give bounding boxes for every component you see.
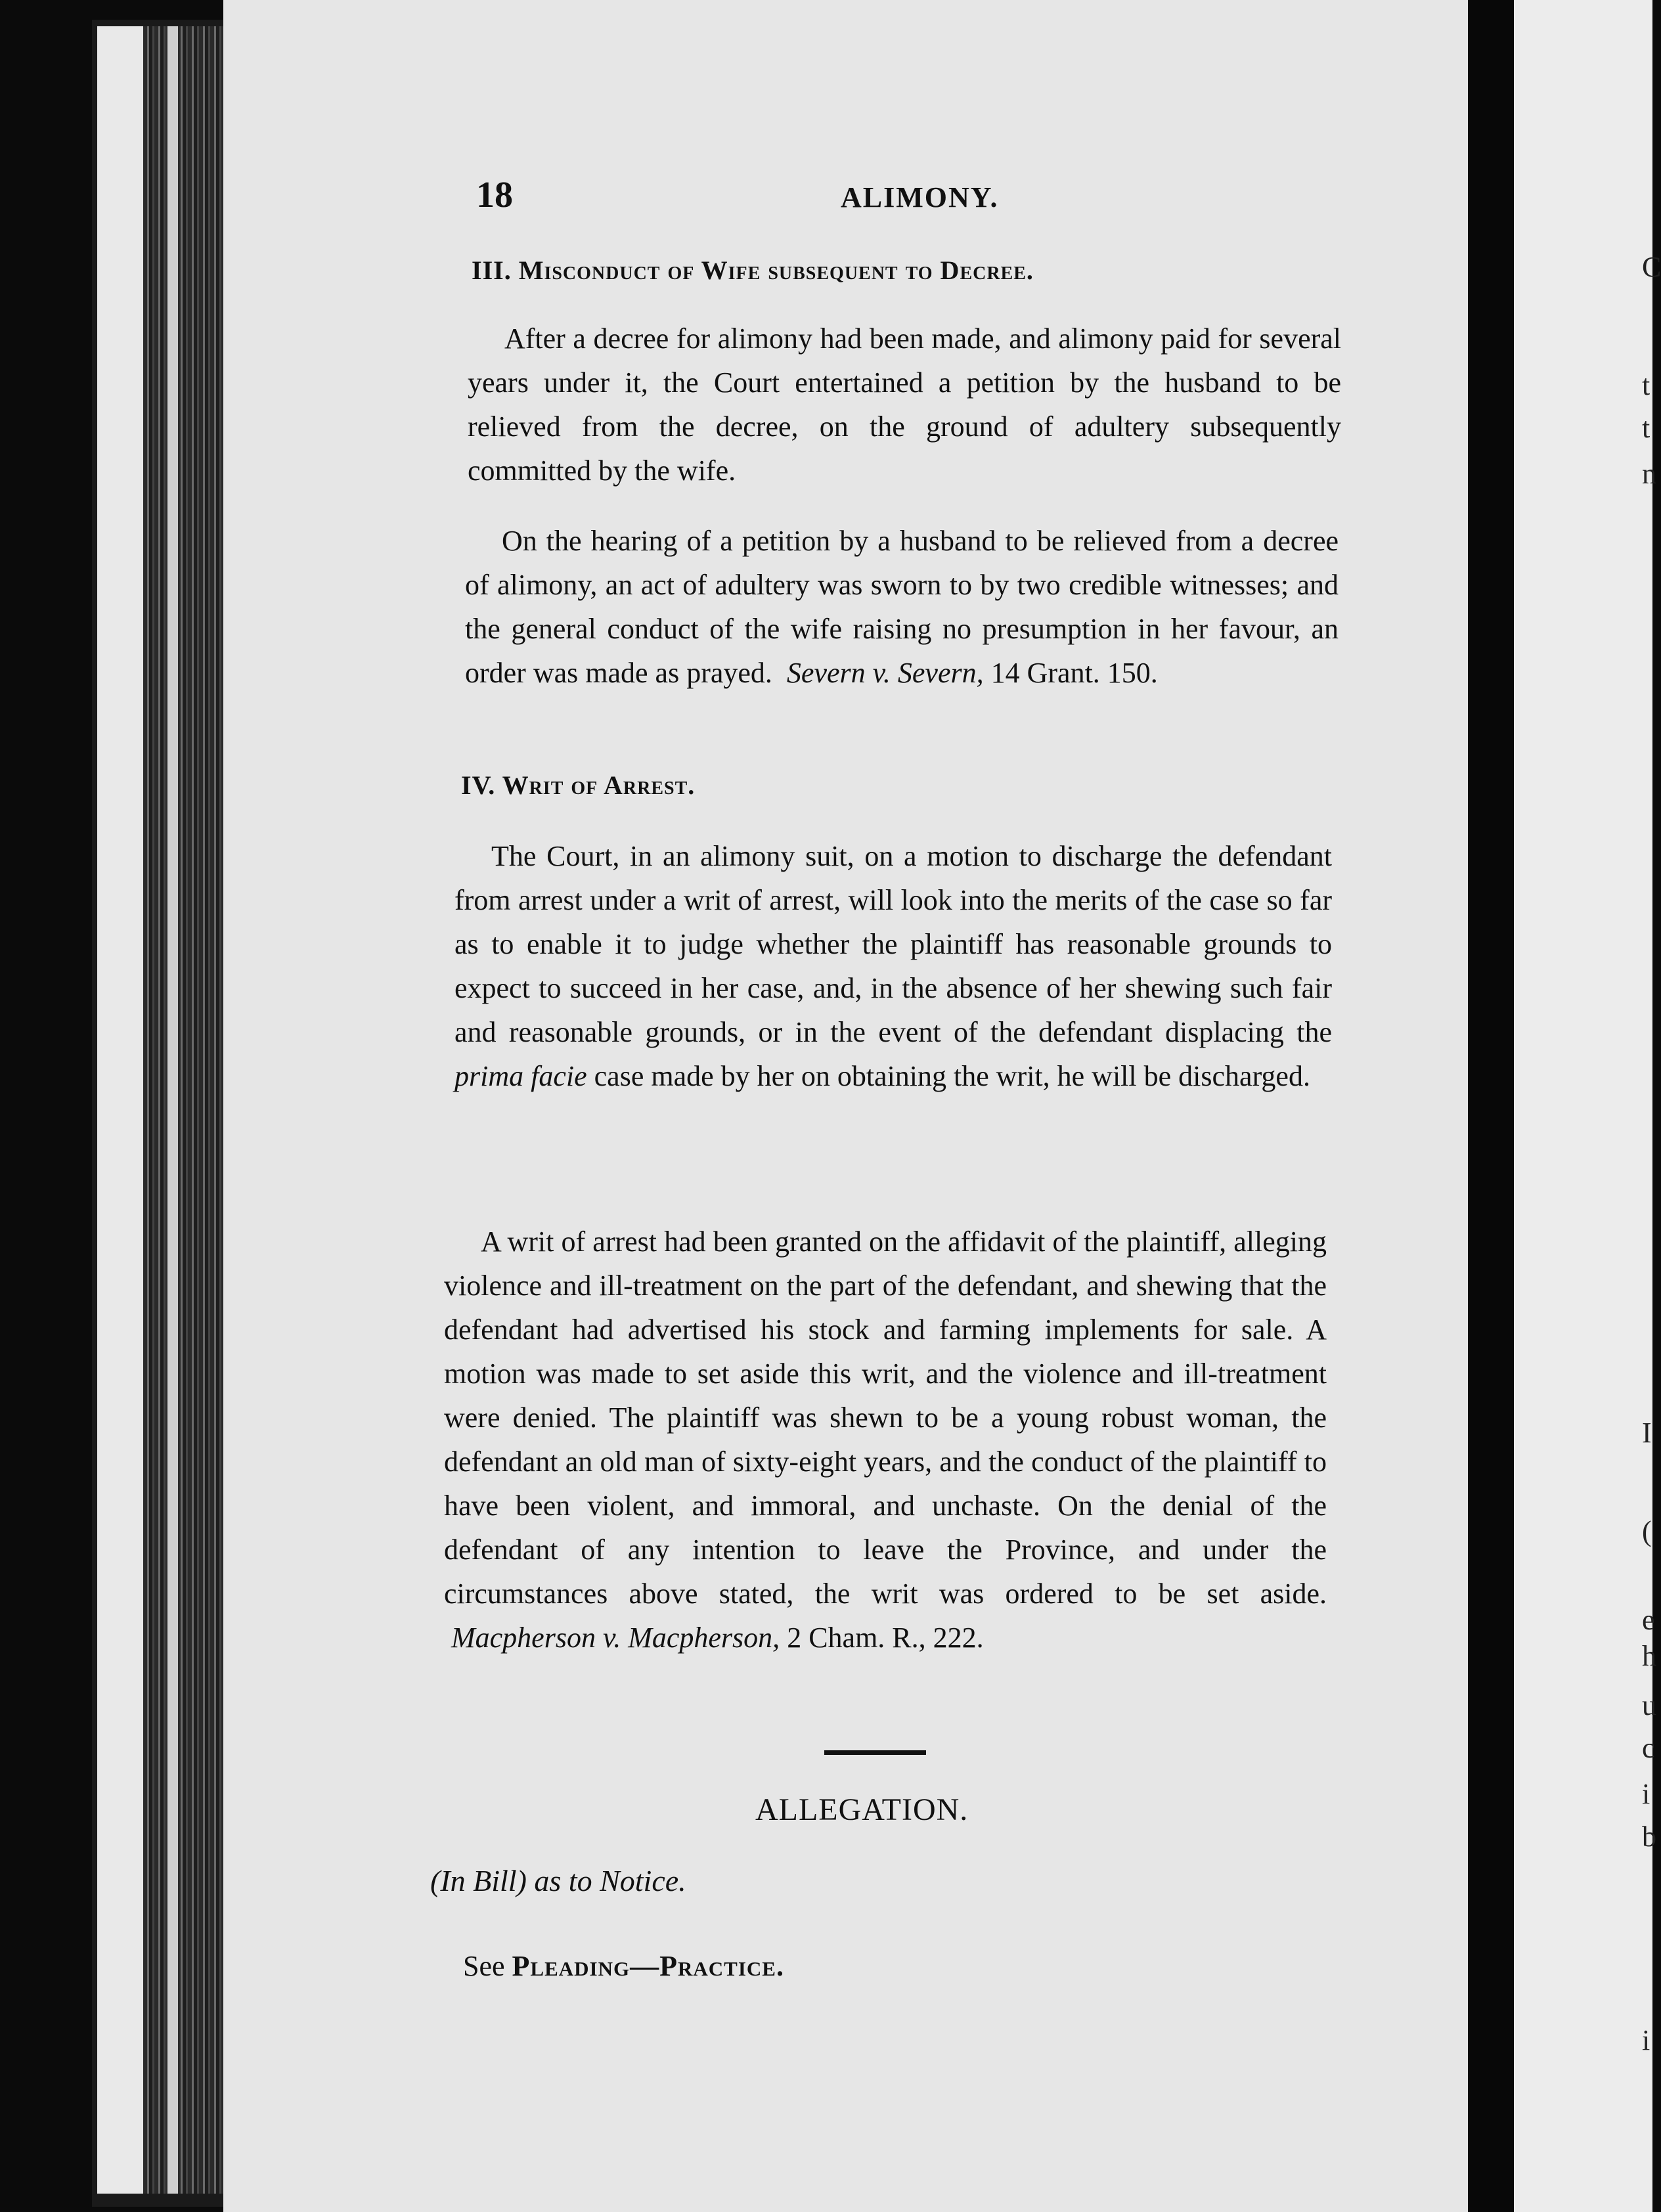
paragraph-text: A writ of arrest had been granted on the affidavit of the plaintiff, alleging violence and ill-treatment on the part of the defendant, and shewing that the defendant had advertised his stock and farming implements for sale. A motion was made to set aside this writ, and the violence and ill-treatment were denied. The plaintiff was shewn to be a young robust woman, the defendant an old man of sixty-eight years, and the conduct of the plaintiff to have been violent, and immoral, and unchaste. On the denial of the defendant of any intention to leave the Province, and under the circumstances above stated, the writ was ordered to be set aside.: [444, 1226, 1327, 1610]
binding-edge-strip: [167, 26, 178, 2194]
allegation-title: ALLEGATION.: [755, 1792, 969, 1827]
case-name: Severn v. Severn,: [786, 657, 984, 689]
running-head: ALIMONY.: [841, 181, 999, 213]
paragraph-text: The Court, in an alimony suit, on a motion to discharge the defendant from arrest under a writ of arrest, will look into the merits of the case so far as to enable it to judge whether the plaintiff has reasonable grounds to expect to succeed in her case, and, in the absence of her shewing such fair and reasonable grounds, or in the event of the defendant displacing the: [454, 840, 1332, 1048]
paragraph: [454, 834, 1332, 1098]
next-page-fragment: t: [1642, 412, 1650, 444]
section-divider: [824, 1750, 926, 1755]
see-reference: Pleading—Practice.: [512, 1950, 784, 1982]
cross-reference: [463, 1944, 784, 1988]
next-page-sliver: [1514, 0, 1652, 2212]
next-page-fragment: C: [1642, 251, 1661, 283]
paragraph: [444, 1220, 1327, 1660]
page-stack-edges: [143, 26, 225, 2194]
section-heading: III. Misconduct of Wife subsequent to Decree.: [472, 255, 1034, 285]
binding-edge-light: [97, 26, 143, 2194]
next-page-fragment: n: [1642, 458, 1656, 490]
next-page-fragment: (: [1642, 1515, 1652, 1547]
paragraph: After a decree for alimony had been made, and alimony paid for several years under it, the Court entertained a petition by the husband to be relieved from the decree, on the ground of adultery subsequently committed by the wife.: [468, 322, 1341, 487]
next-page-fragment: h: [1642, 1640, 1656, 1672]
section-heading: IV. Writ of Arrest.: [461, 770, 696, 800]
next-page-fragment: e: [1642, 1604, 1655, 1636]
citation: 14 Grant. 150.: [990, 657, 1158, 689]
next-page-fragment: i: [1642, 1778, 1650, 1810]
next-page-fragment: c: [1642, 1732, 1655, 1764]
paragraph-text: On the hearing of a petition by a husband to be relieved from a decree of alimony, an act of adultery was sworn to by two credible witnesses; and the general conduct of the wife raising no presumption in her favour, an order was made as prayed.: [465, 525, 1339, 689]
citation: 2 Cham. R., 222.: [787, 1622, 984, 1654]
next-page-fragment: u: [1642, 1689, 1656, 1721]
latin-term: prima facie: [454, 1060, 587, 1092]
paragraph-text: case made by her on obtaining the writ, he will be discharged.: [594, 1060, 1310, 1092]
allegation-subheading: (In Bill) as to Notice.: [430, 1864, 686, 1897]
paragraph: [465, 519, 1339, 695]
next-page-fragment: t: [1642, 369, 1650, 401]
see-label: See: [463, 1950, 505, 1982]
next-page-fragment: i: [1642, 2024, 1650, 2056]
next-page-fragment: I: [1642, 1417, 1652, 1449]
case-name: Macpherson v. Macpherson,: [451, 1622, 780, 1654]
page-number: 18: [476, 175, 513, 215]
page-gutter: [1468, 0, 1514, 2212]
next-page-fragment: b: [1642, 1821, 1656, 1853]
